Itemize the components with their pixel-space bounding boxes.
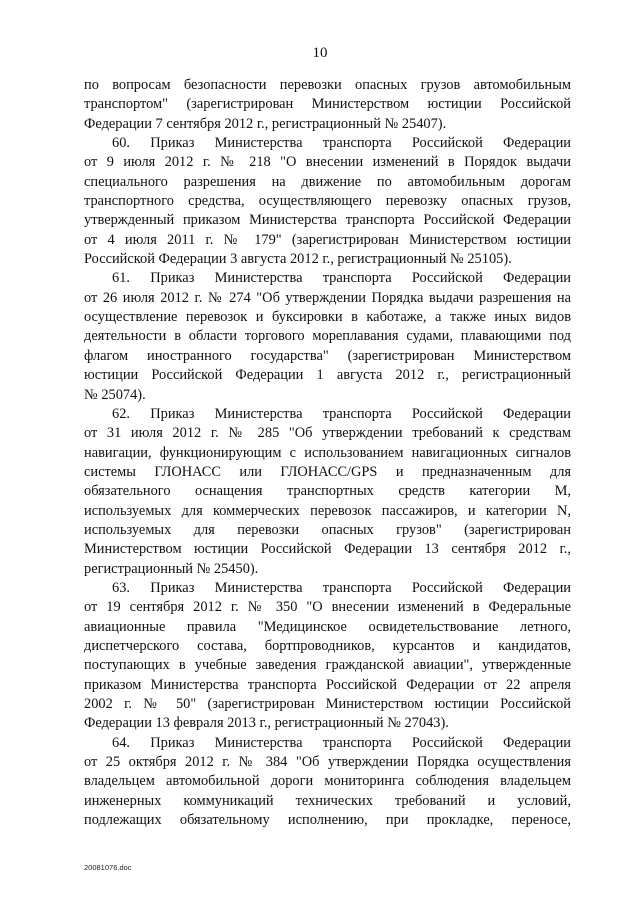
text-line: 60. Приказ Министерства транспорта Российской Федерации [112, 135, 571, 152]
text-line: по вопросам безопасности перевозки опасных грузов автомобильным [84, 77, 571, 93]
text-line: поступающих в учебные заведения гражданской авиации", утвержденные [84, 657, 571, 674]
text-line: специального разрешения на движение по автомобильным дорогам [84, 173, 571, 190]
text-line: флагом иностранного государства" (зарегистрирован Министерством [84, 347, 571, 364]
text-line: диспетчерского состава, бортпроводников, курсантов и кандидатов, [84, 637, 571, 654]
text-line: осуществление перевозок и буксировки в каботаже, а также иных видов [84, 309, 571, 326]
text-line: от 31 июля 2012 г. № 285 "Об утверждении требований к средствам [84, 425, 571, 442]
paragraph [84, 579, 571, 734]
text-line: регистрационный № 25450). [84, 560, 259, 577]
text-line: от 9 июля 2012 г. № 218 "О внесении изменений в Порядок выдачи [84, 154, 571, 171]
paragraph [84, 134, 571, 269]
text-line: от 4 июля 2011 г. № 179" (зарегистрирован Министерством юстиции [84, 231, 571, 248]
text-line: инженерных коммуникаций технических требований и условий, [84, 792, 571, 809]
text-line: 64. Приказ Министерства транспорта Российской Федерации [112, 734, 571, 751]
text-line: приказом Министерства транспорта Российской Федерации от 22 апреля [84, 676, 571, 693]
paragraph [84, 734, 571, 831]
document-body [84, 76, 571, 830]
paragraph [84, 76, 571, 134]
text-line: № 25074). [84, 386, 146, 403]
text-line: Российской Федерации 3 августа 2012 г., регистрационный № 25105). [84, 251, 512, 268]
text-line: владельцем автомобильной дороги мониторинга соблюдения владельцем [84, 773, 571, 790]
paragraph [84, 405, 571, 579]
text-line: от 25 октября 2012 г. № 384 "Об утверждении Порядка осуществления [84, 754, 571, 771]
text-line: авиационные правила "Медицинское освидетельствование летного, [84, 618, 571, 635]
text-line: подлежащих обязательному исполнению, при прокладке, переносе, [84, 812, 571, 829]
text-line: системы ГЛОНАСС или ГЛОНАСС/GPS и предназначенным для [84, 463, 571, 480]
text-line: 62. Приказ Министерства транспорта Российской Федерации [112, 405, 571, 422]
text-line: используемых для коммерческих перевозок пассажиров, и категории N, [84, 502, 571, 519]
text-line: деятельности в области торгового мореплавания судами, плавающими под [84, 328, 571, 345]
page-number: 10 [312, 45, 328, 61]
text-line: 63. Приказ Министерства транспорта Российской Федерации [112, 579, 571, 596]
text-line: транспортом" (зарегистрирован Министерством юстиции Российской [84, 96, 571, 113]
text-line: обязательного оснащения транспортных средств категории М, [84, 483, 571, 500]
text-line: Министерством юстиции Российской Федерации 13 сентября 2012 г., [84, 541, 571, 558]
text-line: от 26 июля 2012 г. № 274 "Об утверждении Порядка выдачи разрешения на [84, 289, 571, 306]
text-line: юстиции Российской Федерации 1 августа 2012 г., регистрационный [84, 367, 571, 384]
text-line: используемых для перевозки опасных грузов" (зарегистрирован [84, 521, 571, 538]
text-line: навигации, функционирующим с использованием навигационных сигналов [84, 444, 571, 461]
text-line: 61. Приказ Министерства транспорта Российской Федерации [112, 270, 571, 287]
text-line: 2002 г. № 50" (зарегистрирован Министерством юстиции Российской [84, 696, 571, 712]
text-line: транспортного средства, осуществляющего перевозку опасных грузов, [84, 193, 571, 210]
file-name-footer: 20081076.doc [84, 863, 132, 872]
text-line: Федерации 7 сентября 2012 г., регистрационный № 25407). [84, 115, 447, 132]
text-line: от 19 сентября 2012 г. № 350 "О внесении изменений в Федеральные [84, 599, 571, 616]
text-line: Федерации 13 февраля 2013 г., регистрационный № 27043). [84, 715, 449, 732]
text-line: утвержденный приказом Министерства транспорта Российской Федерации [84, 212, 571, 229]
paragraph [84, 269, 571, 404]
